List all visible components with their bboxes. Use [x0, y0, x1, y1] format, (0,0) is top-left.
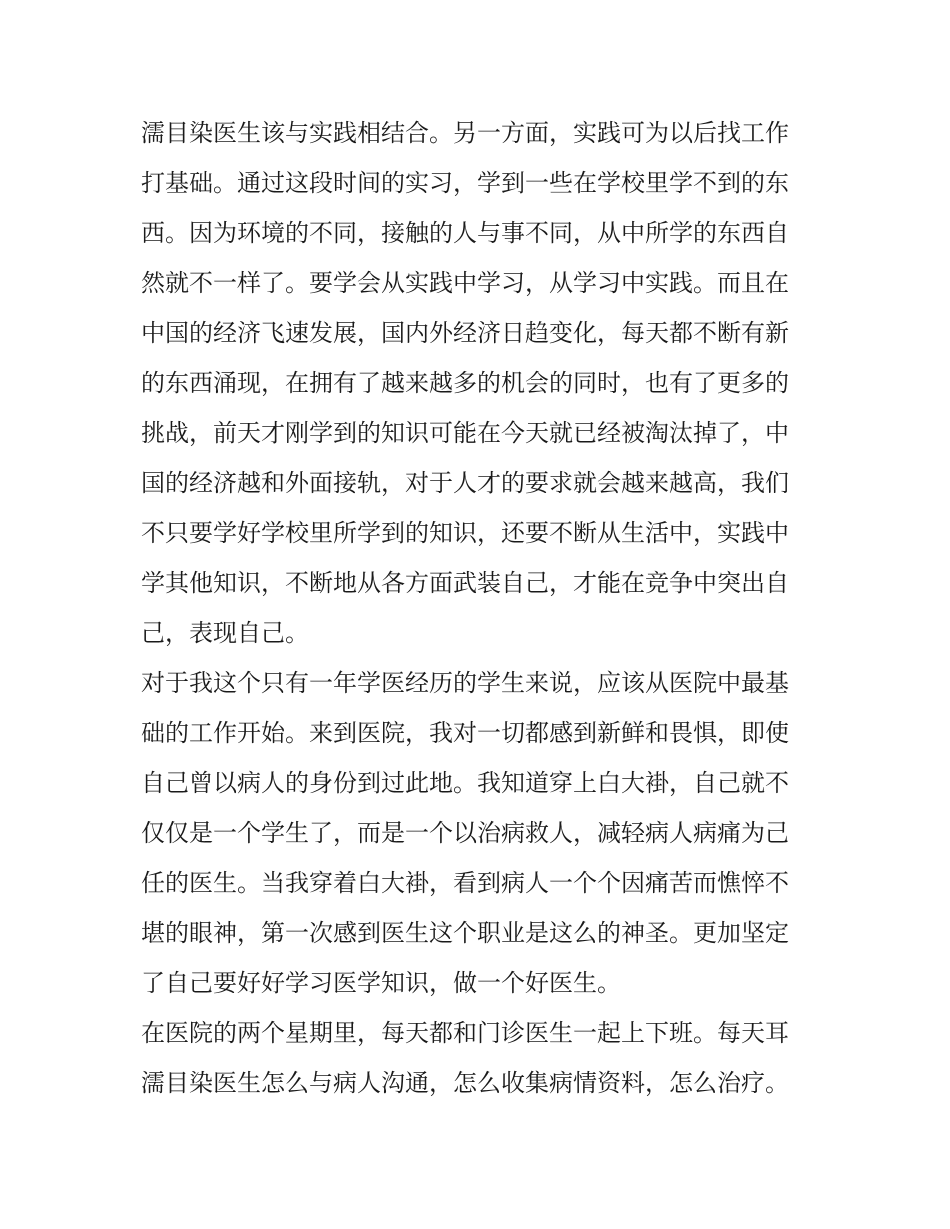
text-line: 濡目染医生该与实践相结合。另一方面，实践可为以后找工作 — [141, 119, 789, 147]
text-line: 在医院的两个星期里，每天都和门诊医生一起上下班。每天耳 — [141, 1019, 789, 1047]
text-line: 不只要学好学校里所学到的知识，还要不断从生活中，实践中 — [141, 519, 789, 547]
text-line: 国的经济越和外面接轨，对于人才的要求就会越来越高，我们 — [141, 469, 789, 497]
body-text — [141, 108, 821, 1108]
text-line: 了自己要好好学习医学知识，做一个好医生。 — [141, 969, 621, 997]
text-line: 础的工作开始。来到医院，我对一切都感到新鲜和畏惧，即使 — [141, 719, 789, 747]
text-line: 挑战，前天才刚学到的知识可能在今天就已经被淘汰掉了，中 — [141, 419, 789, 447]
text-line: 任的医生。当我穿着白大褂，看到病人一个个因痛苦而憔悴不 — [141, 869, 789, 897]
text-line: 堪的眼神，第一次感到医生这个职业是这么的神圣。更加坚定 — [141, 919, 789, 947]
text-line: 学其他知识，不断地从各方面武装自己，才能在竞争中突出自 — [141, 569, 789, 597]
text-line: 西。因为环境的不同，接触的人与事不同，从中所学的东西自 — [141, 219, 789, 247]
text-line: 然就不一样了。要学会从实践中学习，从学习中实践。而且在 — [141, 269, 789, 297]
text-line: 中国的经济飞速发展，国内外经济日趋变化，每天都不断有新 — [141, 319, 789, 347]
text-line: 自己曾以病人的身份到过此地。我知道穿上白大褂，自己就不 — [141, 769, 789, 797]
text-line: 打基础。通过这段时间的实习，学到一些在学校里学不到的东 — [141, 169, 789, 197]
text-line: 己，表现自己。 — [141, 619, 309, 647]
text-line: 仅仅是一个学生了，而是一个以治病救人，减轻病人病痛为己 — [141, 819, 789, 847]
text-line: 濡目染医生怎么与病人沟通，怎么收集病情资料，怎么治疗。 — [141, 1069, 789, 1097]
text-line: 的东西涌现，在拥有了越来越多的机会的同时，也有了更多的 — [141, 369, 789, 397]
text-line: 对于我这个只有一年学医经历的学生来说，应该从医院中最基 — [141, 669, 789, 697]
